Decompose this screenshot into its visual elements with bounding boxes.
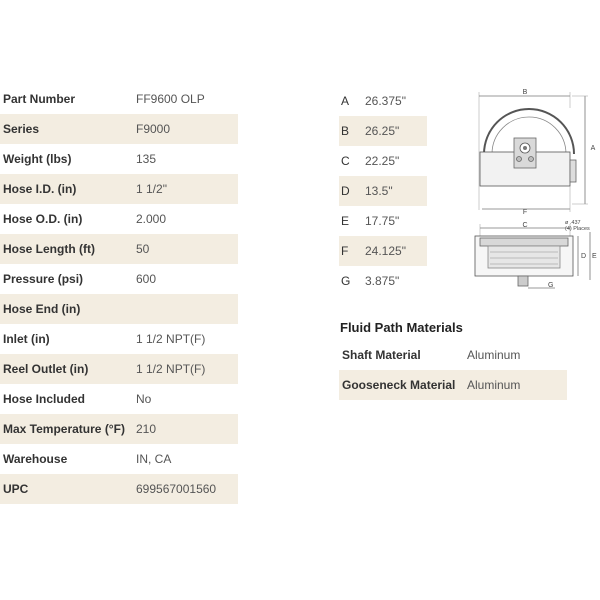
spec-row bbox=[0, 114, 238, 144]
label-e: E bbox=[592, 253, 597, 260]
material-value: Aluminum bbox=[467, 378, 521, 392]
dimension-value: 26.25" bbox=[365, 124, 400, 138]
material-row bbox=[339, 340, 567, 370]
hole-note-2: (4) Places bbox=[565, 226, 590, 232]
dimension-letter: C bbox=[341, 154, 350, 168]
spec-label: Weight (lbs) bbox=[3, 152, 72, 166]
spec-row bbox=[0, 474, 238, 504]
dimension-row bbox=[339, 206, 427, 236]
spec-row bbox=[0, 144, 238, 174]
spec-value: 50 bbox=[136, 242, 150, 256]
label-a: A bbox=[590, 145, 596, 152]
dimension-letter: F bbox=[341, 244, 349, 258]
spec-label: Inlet (in) bbox=[3, 332, 50, 346]
dimension-value: 26.375" bbox=[365, 94, 406, 108]
spec-label: Hose O.D. (in) bbox=[3, 212, 83, 226]
dimension-value: 3.875" bbox=[365, 274, 400, 288]
label-g: G bbox=[548, 282, 554, 289]
hose-reel-dimension-drawing bbox=[470, 88, 600, 298]
spec-row bbox=[0, 84, 238, 114]
dimension-value: 17.75" bbox=[365, 214, 400, 228]
dimension-row bbox=[339, 86, 427, 116]
spec-row bbox=[0, 354, 238, 384]
dimension-value: 13.5" bbox=[365, 184, 393, 198]
dimension-table bbox=[339, 86, 427, 296]
spec-label: Pressure (psi) bbox=[3, 272, 84, 286]
spec-row bbox=[0, 264, 238, 294]
spec-row bbox=[0, 384, 238, 414]
materials-table bbox=[339, 340, 567, 400]
spec-label: Hose Length (ft) bbox=[3, 242, 95, 256]
label-c: C bbox=[522, 222, 528, 229]
dimension-row bbox=[339, 146, 427, 176]
spec-value: 1 1/2 NPT(F) bbox=[136, 362, 206, 376]
spec-value: No bbox=[136, 392, 152, 406]
dimension-letter: A bbox=[341, 94, 350, 108]
spec-value: 2.000 bbox=[136, 212, 167, 226]
spec-value: FF9600 OLP bbox=[136, 92, 205, 106]
spec-label: Series bbox=[3, 122, 40, 136]
spec-value: 1 1/2" bbox=[136, 182, 167, 196]
spec-value: 1 1/2 NPT(F) bbox=[136, 332, 206, 346]
material-value: Aluminum bbox=[467, 348, 521, 362]
spec-row bbox=[0, 174, 238, 204]
dimension-row bbox=[339, 236, 427, 266]
spec-value: IN, CA bbox=[136, 452, 172, 466]
spec-label: Part Number bbox=[3, 92, 76, 106]
material-label: Gooseneck Material bbox=[342, 378, 456, 392]
spec-label: UPC bbox=[3, 482, 29, 496]
dimension-letter: B bbox=[341, 124, 350, 138]
spec-value: 135 bbox=[136, 152, 157, 166]
spec-label: Reel Outlet (in) bbox=[3, 362, 89, 376]
spec-value: F9000 bbox=[136, 122, 171, 136]
dimension-letter: E bbox=[341, 214, 350, 228]
dimension-value: 24.125" bbox=[365, 244, 406, 258]
material-row bbox=[339, 370, 567, 400]
spec-row bbox=[0, 204, 238, 234]
top-view bbox=[475, 224, 590, 288]
spec-label: Hose End (in) bbox=[3, 302, 81, 316]
spec-label: Hose I.D. (in) bbox=[3, 182, 77, 196]
spec-row bbox=[0, 324, 238, 354]
dimension-letter: G bbox=[341, 274, 351, 288]
dimension-row bbox=[339, 176, 427, 206]
fluid-path-title: Fluid Path Materials bbox=[340, 320, 463, 335]
spec-value: 210 bbox=[136, 422, 157, 436]
hole-note-1: ø .437 bbox=[565, 220, 581, 226]
label-f: F bbox=[522, 209, 528, 216]
dimension-row bbox=[339, 266, 427, 296]
dimension-value: 22.25" bbox=[365, 154, 400, 168]
spec-row bbox=[0, 444, 238, 474]
spec-row bbox=[0, 234, 238, 264]
spec-value: 600 bbox=[136, 272, 157, 286]
spec-row bbox=[0, 414, 238, 444]
dimension-letter: D bbox=[341, 184, 350, 198]
label-d: D bbox=[581, 253, 587, 260]
spec-label: Max Temperature (°F) bbox=[3, 422, 125, 436]
spec-table bbox=[0, 84, 238, 504]
material-label: Shaft Material bbox=[342, 348, 421, 362]
spec-value: 699567001560 bbox=[136, 482, 217, 496]
dimension-row bbox=[339, 116, 427, 146]
front-view bbox=[479, 92, 588, 212]
label-b: B bbox=[522, 89, 528, 96]
spec-label: Hose Included bbox=[3, 392, 86, 406]
spec-row bbox=[0, 294, 238, 324]
spec-label: Warehouse bbox=[3, 452, 68, 466]
